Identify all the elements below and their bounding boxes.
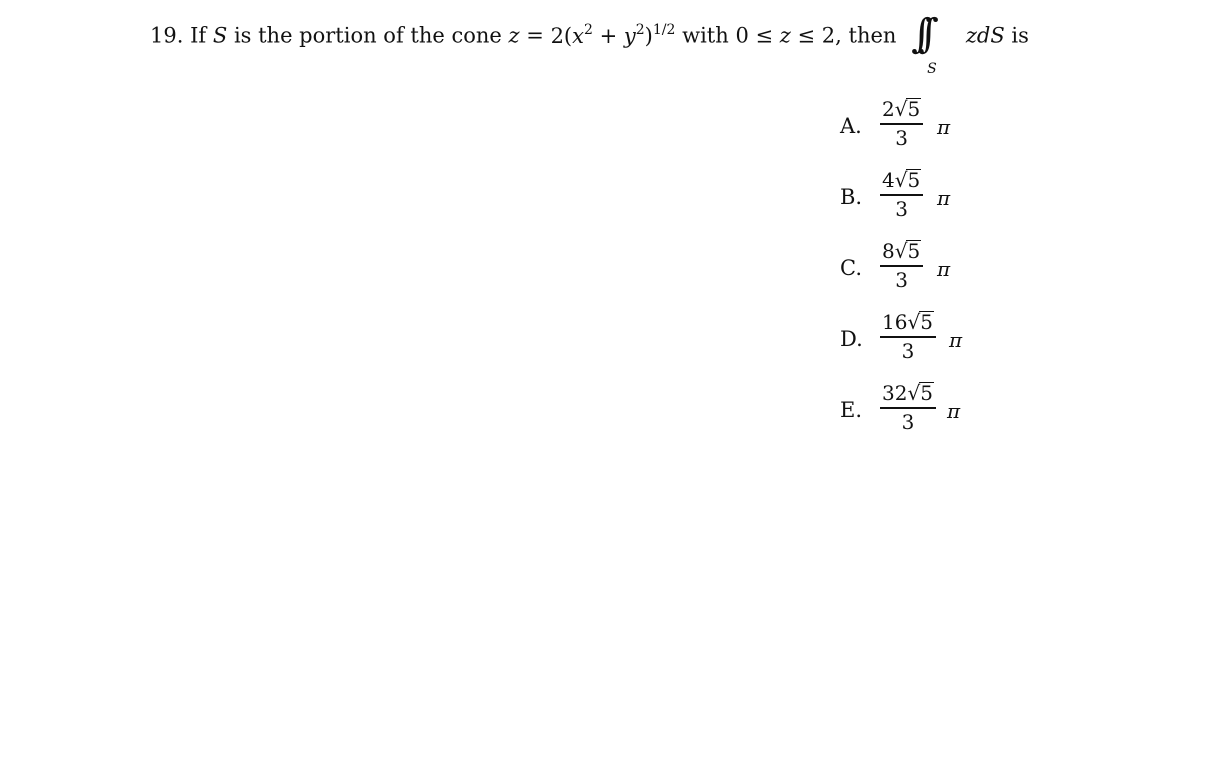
denominator: 3 xyxy=(901,339,915,363)
range-start: 0 ≤ xyxy=(735,23,774,48)
question-number: 19. xyxy=(150,23,184,48)
surface-variable: S xyxy=(212,23,228,48)
choice-letter: E. xyxy=(840,398,863,422)
pi-symbol: π xyxy=(937,257,951,281)
outer-exponent: 1/2 xyxy=(652,21,676,38)
cone-coefficient: 2( xyxy=(550,23,573,48)
fraction xyxy=(880,381,936,435)
y-variable: y xyxy=(623,23,636,48)
choice-letter: B. xyxy=(840,185,863,209)
denominator: 3 xyxy=(895,197,908,221)
choice-letter: C. xyxy=(840,256,862,280)
equals-sign: = xyxy=(526,23,544,48)
radicand: 5 xyxy=(907,168,921,192)
numerator: 4√5 xyxy=(880,168,923,196)
cone-z-variable: z xyxy=(508,23,520,48)
numerator: 8√5 xyxy=(880,239,923,267)
question-text-with: with xyxy=(682,23,729,48)
coefficient: 4 xyxy=(882,168,895,192)
radicand: 5 xyxy=(907,239,921,263)
integral-subscript: S xyxy=(927,60,937,77)
numerator: 2√5 xyxy=(880,97,923,125)
pi-symbol: π xyxy=(947,399,961,423)
denominator: 3 xyxy=(895,268,908,292)
range-end: ≤ 2, then xyxy=(797,23,897,48)
radicand: 5 xyxy=(920,310,933,334)
y-exponent: 2 xyxy=(635,21,645,38)
surface-integral xyxy=(909,10,955,77)
x-variable: x xyxy=(572,23,584,48)
choice-letter: A. xyxy=(840,114,862,138)
fraction xyxy=(880,310,936,364)
radicand: 5 xyxy=(920,381,933,405)
integrand: zdS xyxy=(965,23,1005,48)
coefficient: 32 xyxy=(882,381,908,405)
denominator: 3 xyxy=(895,126,908,150)
question-19 xyxy=(150,10,1029,77)
pi-symbol: π xyxy=(937,115,951,139)
question-text-cone: is the portion of the cone xyxy=(233,23,502,48)
question-text-is: is xyxy=(1011,23,1029,48)
double-integral-sign: ∫∫ xyxy=(911,10,925,57)
range-z-variable: z xyxy=(779,23,791,48)
pi-symbol: π xyxy=(949,328,963,352)
numerator: 16√5 xyxy=(880,310,936,338)
x-exponent: 2 xyxy=(583,21,593,38)
cone-formula xyxy=(550,21,676,48)
fraction xyxy=(880,168,923,222)
plus-sign: + xyxy=(599,23,618,48)
coefficient: 8 xyxy=(882,239,895,263)
coefficient: 16 xyxy=(882,310,908,334)
radicand: 5 xyxy=(907,97,921,121)
fraction xyxy=(880,239,923,293)
choice-letter: D. xyxy=(840,327,863,351)
coefficient: 2 xyxy=(882,97,895,121)
numerator: 32√5 xyxy=(880,381,936,409)
close-paren: ) xyxy=(644,23,653,48)
fraction xyxy=(880,97,923,151)
denominator: 3 xyxy=(901,410,915,434)
pi-symbol: π xyxy=(937,186,951,210)
question-text-if: If xyxy=(190,23,207,48)
